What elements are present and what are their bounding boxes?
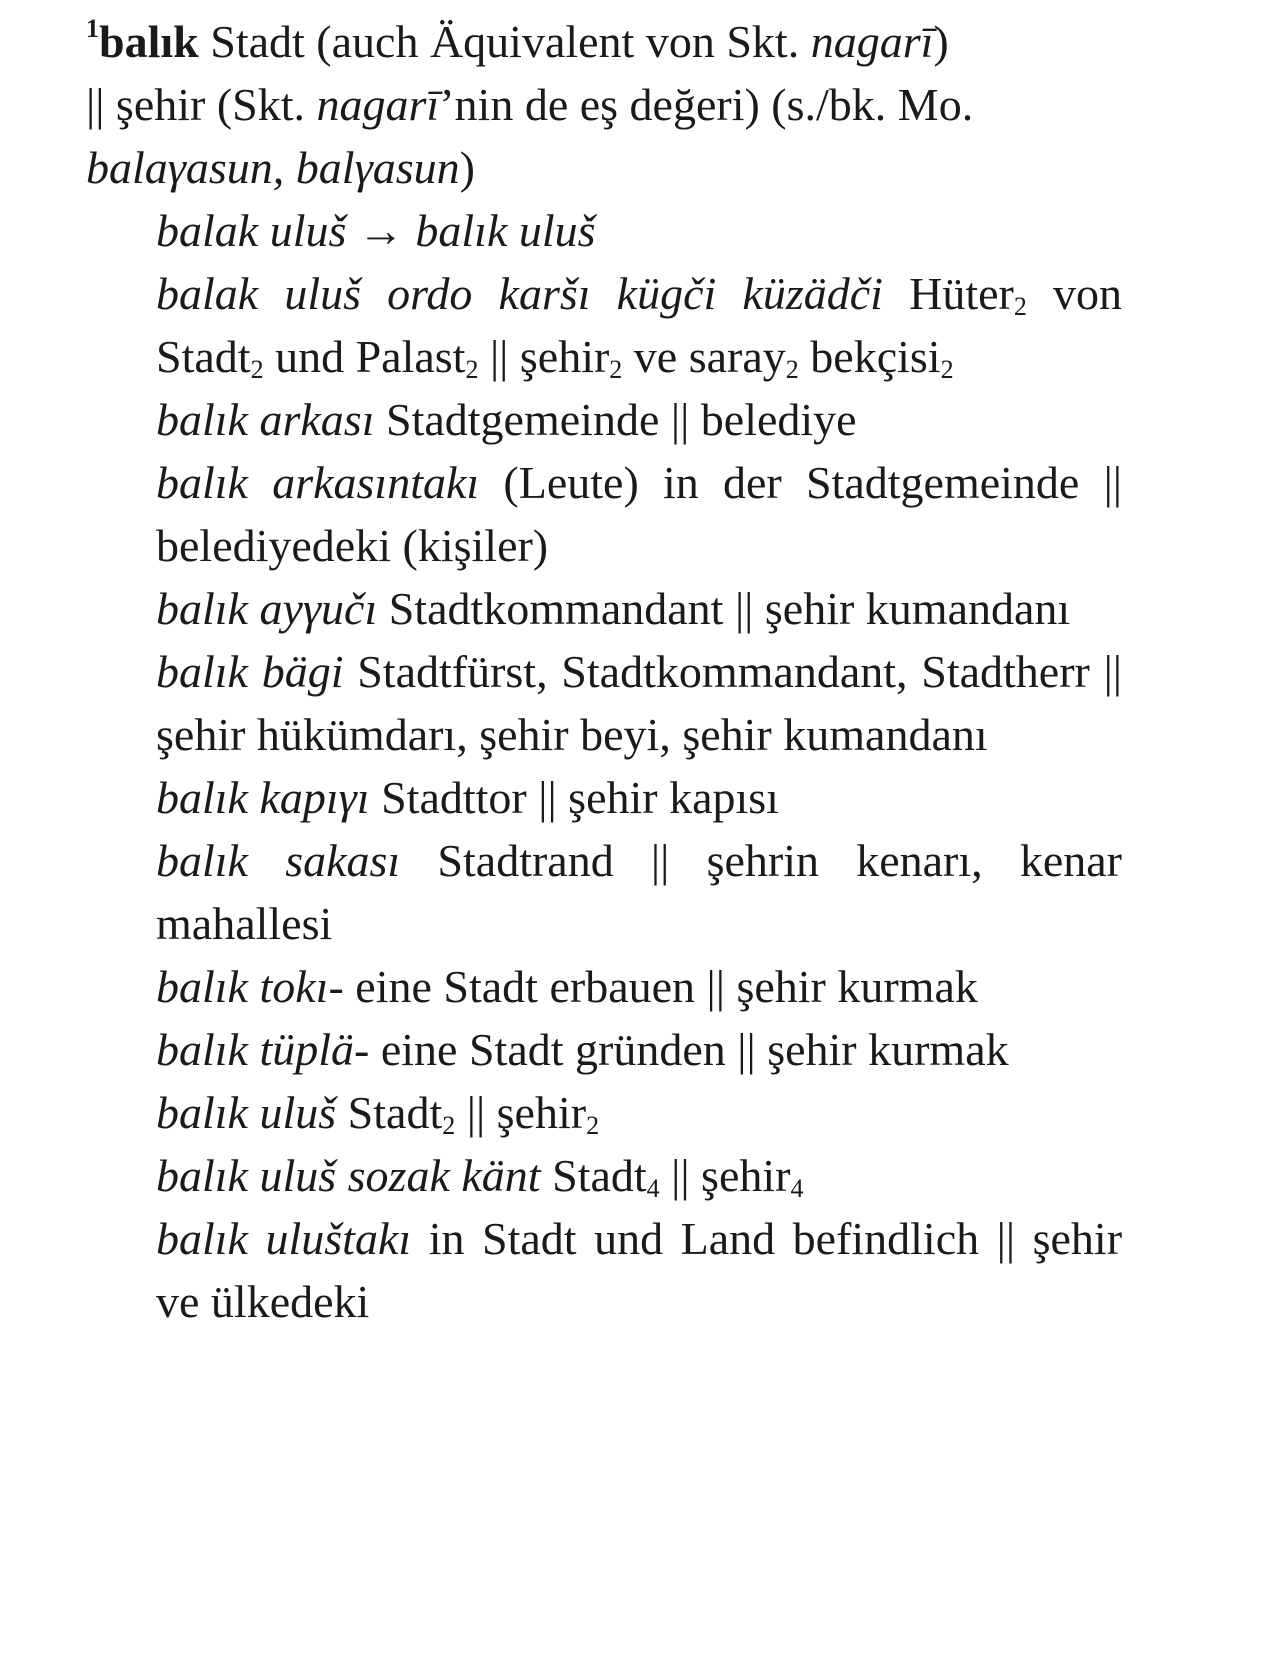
subentry-phrase: balık tokı- (156, 961, 344, 1012)
subentry-text: Stadtkommandant || şehir kumandanı (377, 583, 1071, 634)
subentry (156, 1144, 1122, 1207)
subscript-index: 4 (646, 1174, 660, 1203)
subentry-text: || şehir (455, 1087, 587, 1138)
subentry-text: Stadt (540, 1150, 647, 1201)
subscript-index: 2 (940, 355, 954, 384)
definition-text: Stadt (auch Äquivalent von Skt. (198, 16, 811, 67)
subentry-phrase: balak uluš (156, 205, 347, 256)
subentry-phrase: balık sakası (156, 835, 401, 886)
subentry-text: Stadt (336, 1087, 443, 1138)
subentry-text: || şehir (478, 331, 610, 382)
subentry-text: Stadtrand || şehrin kenarı, kenar mahallesi (156, 835, 1122, 949)
cross-reference-target: balık uluš (415, 205, 596, 256)
subentry-phrase: balık ayγučı (156, 583, 378, 634)
subentry-text: bekçisi (798, 331, 941, 382)
subscript-index: 2 (609, 355, 623, 384)
subentry-text: eine Stadt gründen || şehir kurmak (369, 1024, 1009, 1075)
main-entry (86, 10, 1122, 199)
subentry-text: || şehir (659, 1150, 791, 1201)
subscript-index: 4 (790, 1174, 804, 1203)
subentry-text: Stadttor || şehir kapısı (369, 772, 779, 823)
subentry-text: (Leute) in der Stadtgemeinde || belediyedeki (kişiler) (156, 457, 1122, 571)
sanskrit-term: nagarī (316, 79, 440, 130)
subentry (156, 829, 1122, 955)
subentry (156, 262, 1122, 388)
subentry-text: und Palast (263, 331, 466, 382)
subentry-text: in Stadt und Land befindlich || şehir ve ülkedeki (156, 1213, 1123, 1327)
dictionary-page (86, 10, 1122, 1333)
subentry-text: ve saray (622, 331, 786, 382)
subentry (156, 1018, 1122, 1081)
subscript-index: 2 (442, 1111, 456, 1140)
subentry-text: Hüter (882, 268, 1014, 319)
subentry-phrase: balık arkası (156, 394, 375, 445)
subentry-text: Stadtfürst, Stadtkommandant, Stadtherr || şehir hükümdarı, şehir beyi, şehir kumandanı (156, 646, 1122, 760)
subentry-phrase: balık bägi (156, 646, 344, 697)
subentry-text: eine Stadt erbauen || şehir kurmak (343, 961, 978, 1012)
cross-reference-arrow: → (346, 205, 416, 256)
subentry (156, 640, 1122, 766)
subentry (156, 955, 1122, 1018)
definition-text: ) (933, 16, 949, 67)
subentry (156, 388, 1122, 451)
headword: balık (99, 16, 199, 67)
subentry (156, 577, 1122, 640)
subentry (156, 1207, 1122, 1333)
subentry (156, 1081, 1122, 1144)
translation-text: ) (459, 142, 475, 193)
subscript-index: 2 (250, 355, 264, 384)
sanskrit-term: nagarī (810, 16, 934, 67)
subentry-text: von Stadt (156, 268, 1122, 382)
subscript-index: 2 (785, 355, 799, 384)
mongolian-term: balaγasun, balγasun (86, 142, 460, 193)
translation-text: ’nin de eş değeri) (s./bk. Mo. (439, 79, 974, 130)
subscript-index: 2 (1013, 292, 1027, 321)
subentry-phrase: balak uluš ordo karšı kügči küzädči (156, 268, 883, 319)
translation-text: || şehir (Skt. (86, 79, 317, 130)
subentry-phrase: balık uluš sozak känt (156, 1150, 541, 1201)
subscript-index: 2 (465, 355, 479, 384)
subentry-text: Stadtgemeinde || belediye (374, 394, 857, 445)
subentry (156, 199, 1122, 262)
subentry-phrase: balık uluš (156, 1087, 337, 1138)
subentry-phrase: balık kapıγı (156, 772, 370, 823)
homonym-number: 1 (86, 14, 99, 43)
subentry-phrase: balık tüplä- (156, 1024, 370, 1075)
subentry-phrase: balık arkasıntakı (156, 457, 480, 508)
subentry-phrase: balık uluštakı (156, 1213, 412, 1264)
subscript-index: 2 (586, 1111, 600, 1140)
subentry (156, 451, 1122, 577)
subentry (156, 766, 1122, 829)
